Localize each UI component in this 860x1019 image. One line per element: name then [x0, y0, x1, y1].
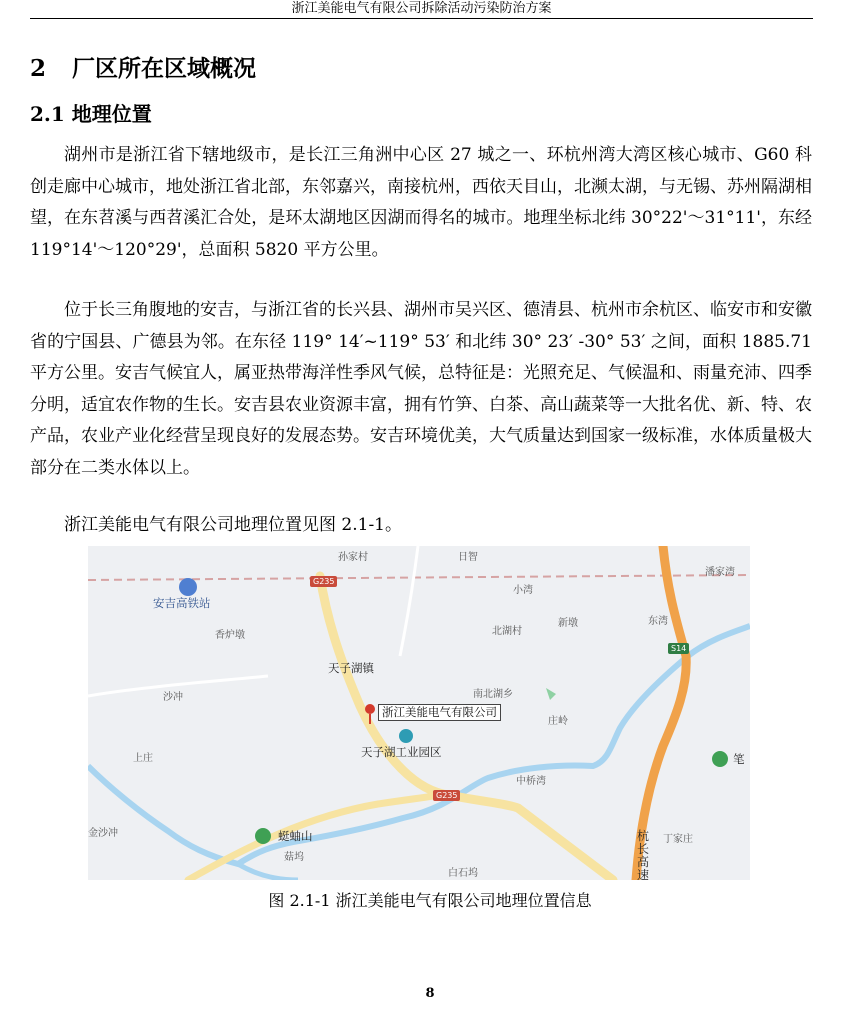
map-label: 金沙冲 — [88, 828, 118, 839]
map-label: 香炉墩 — [215, 630, 245, 641]
map-label: 上庄 — [133, 753, 153, 764]
map-label: 沙冲 — [163, 692, 183, 703]
map-label: 白石坞 — [448, 868, 478, 879]
paragraph-huzhou: 湖州市是浙江省下辖地级市，是长江三角洲中心区 27 城之一、环杭州湾大湾区核心城市、G60 科创走廊中心城市，地处浙江省北部，东邻嘉兴，南接杭州，西依天目山，北濒太湖，与无锡、苏州隔湖相望，在东苕溪与西苕溪汇合处，是环太湖地区因湖而得名的城市。地理坐标北纬 30°22'～31°11'，东经 119°14'～120°29'，总面积 5820 平方公里。 — [30, 145, 812, 260]
page-header: 浙江美能电气有限公司拆除活动污染防治方案 — [30, 0, 813, 19]
map-label-industrial-park: 天子湖工业园区 — [361, 745, 442, 759]
subsection-number: 2.1 — [30, 102, 65, 126]
minor-road — [400, 546, 418, 656]
map-label: 庄岭 — [548, 716, 568, 727]
mountain-icon — [255, 828, 271, 844]
location-map — [88, 546, 750, 880]
map-label: 北湖村 — [492, 626, 522, 637]
map-label: 菇坞 — [284, 852, 304, 863]
map-label: 东湾 — [648, 616, 668, 627]
map-label: 南北湖乡 — [473, 689, 513, 700]
subsection-heading — [30, 100, 152, 128]
industrial-park-icon — [399, 729, 413, 743]
paragraph-anji: 位于长三角腹地的安吉，与浙江省的长兴县、湖州市吴兴区、德清县、杭州市余杭区、临安市和安徽省的宁国县、广德县为邻。在东径 119° 14′~119° 53′ 和北纬 30° 23′ -30° 53′ 之间，面积 1885.71 平方公里。安吉气候宜人，属亚热带海洋性季风气候，总特征是：光照充足、气候温和、雨量充沛、四季分明，适宜农作物的生长。安吉县农业资源丰富，拥有竹笋、白茶、高山蔬菜等一大批名优、新、特、农产品，农业产业化经营呈现良好的发展态势。安吉环境优美，大气质量达到国家一级标准，水体质量极大部分在二类水体以上。 — [30, 300, 812, 478]
train-station-icon — [179, 578, 197, 596]
company-label: 浙江美能电气有限公司 — [378, 704, 501, 721]
river-branch — [238, 864, 298, 880]
map-label: 蜓蚰山 — [278, 829, 313, 843]
park-shape — [546, 688, 556, 700]
s14-shield: S14 — [668, 643, 689, 654]
section-number: 2 — [30, 55, 47, 82]
section-title: 厂区所在区域概况 — [72, 55, 256, 82]
mountain-icon — [712, 751, 728, 767]
g235-shield: G235 — [433, 790, 460, 801]
map-label: 笔 — [733, 752, 745, 766]
g235-shield: G235 — [310, 576, 337, 587]
map-label: 孙家村 — [338, 552, 368, 563]
map-label: 中桥湾 — [516, 776, 546, 787]
map-label-station: 安吉高铁站 — [153, 596, 211, 610]
map-label: 丁家庄 — [663, 834, 693, 845]
figure-caption: 图 2.1-1 浙江美能电气有限公司地理位置信息 — [268, 891, 592, 910]
map-label: 天子湖镇 — [328, 661, 374, 675]
expressway-label: 杭长高速 — [637, 829, 650, 880]
map-label: 新墩 — [558, 618, 578, 629]
subsection-title: 地理位置 — [71, 102, 152, 126]
paragraph-figure-ref: 浙江美能电气有限公司地理位置见图 2.1-1。 — [64, 515, 402, 535]
map-label: 潘家湾 — [705, 567, 735, 578]
company-pin-icon — [365, 704, 375, 714]
page-number: 8 — [425, 986, 435, 1001]
section-heading — [30, 54, 256, 84]
map-label: 小湾 — [513, 585, 533, 596]
map-label: 日智 — [458, 552, 478, 563]
